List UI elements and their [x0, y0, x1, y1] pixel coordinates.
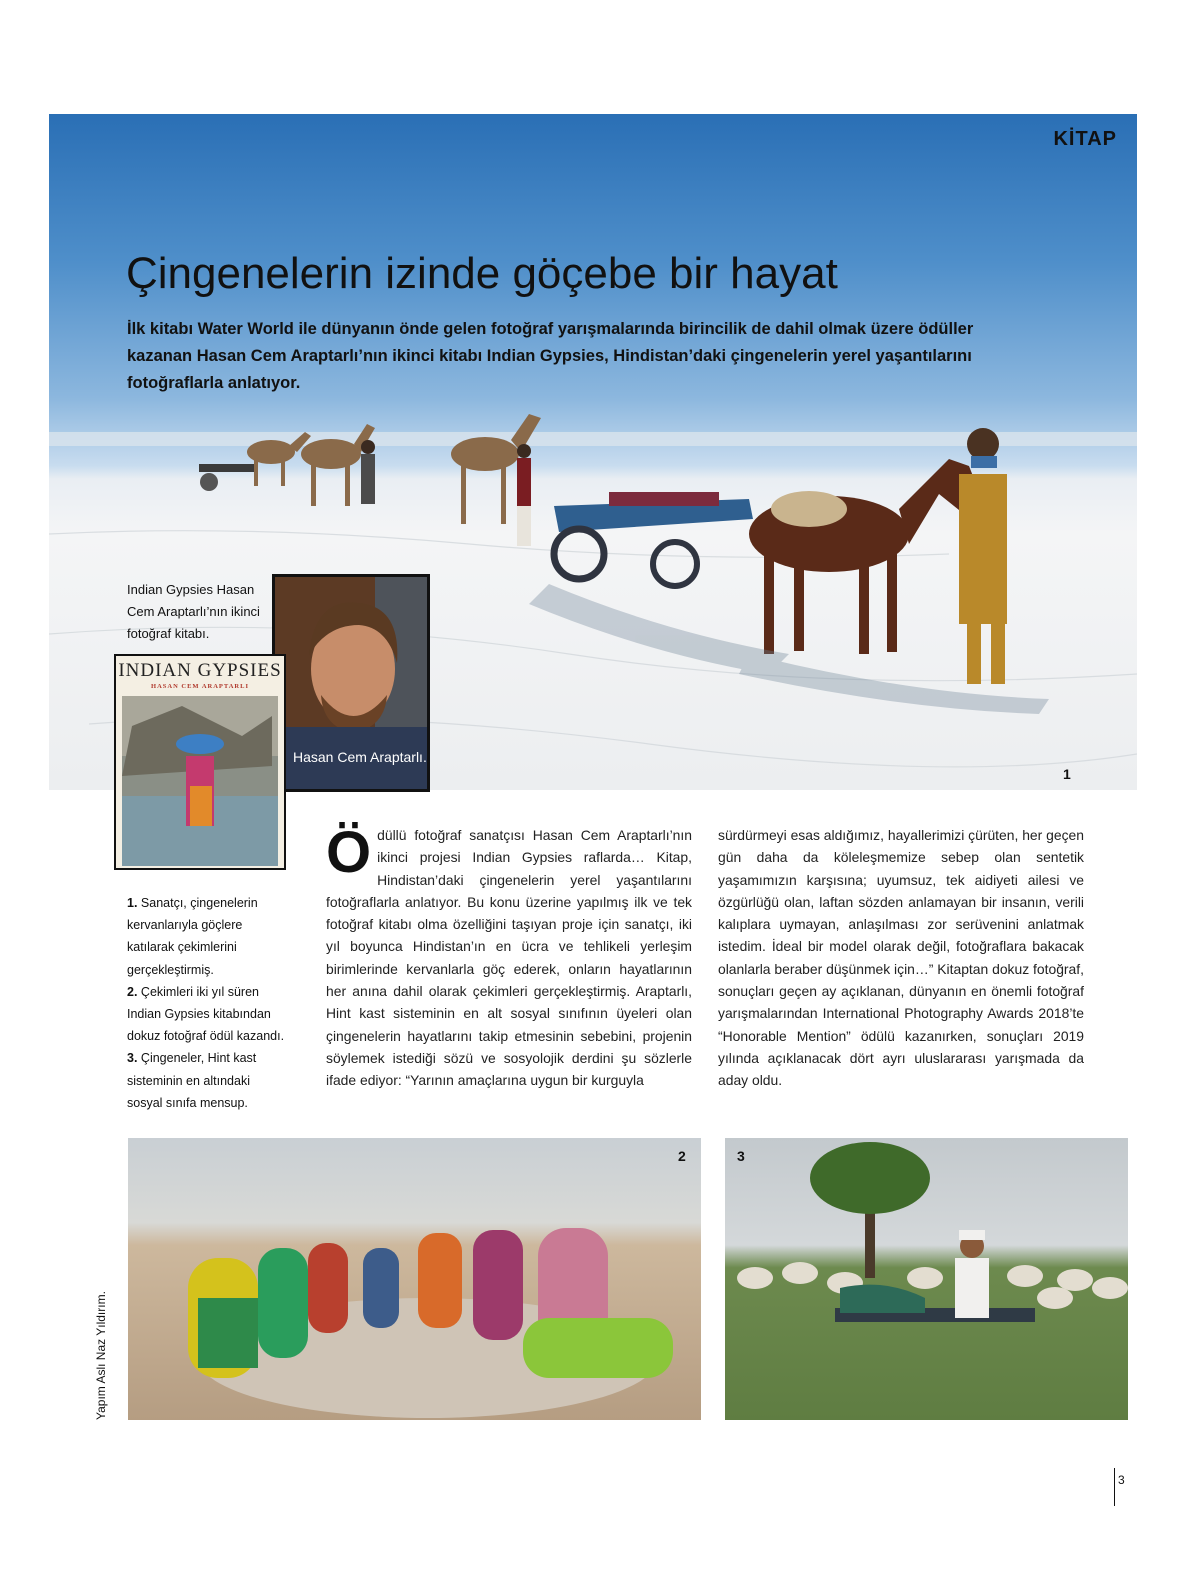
photo-number-3: 3 — [737, 1148, 745, 1164]
production-credit: Yapım Aslı Naz Yıldırım. — [94, 1291, 108, 1420]
photo-captions — [127, 892, 287, 1114]
body-text-1: düllü fotoğraf sanatçısı Hasan Cem Araptarlı’nın ikinci projesi Indian Gypsies raflarda… Kitap, Hindistan’daki çingenelerin yerel yaşantılarını fotoğraflarla anlatıyor. Bu konu üzerine yapılmış ilk ve tek fotoğraf kitabı olma özelliğini taşıyan proje için sanatçı, iki yıl boyunca Hindistan’ın en ücra ve tehlikeli yerleşim birimlerinde kervanlarla göç ederek, onların hayatlarının her anına dahil olarak çekimleri gerçekleştirmiş. Araptarlı, Hint kast sisteminin en alt sosyal sınıfının üyeleri olan çingenelerin hayatlarını takip etmesinin sebebini, projenin söylemek istediği sözü ve sosyolojik derdini şu sözlerle ifade ediyor: “Yarının amaçlarına uygun bir kurguyla — [326, 827, 692, 1089]
book-caption: Indian Gypsies Hasan Cem Araptarlı’nın ikinci fotoğraf kitabı. — [127, 582, 260, 641]
caption-text: Çingeneler, Hint kast sisteminin en altındaki sosyal sınıfa mensup. — [127, 1051, 257, 1110]
photo-number-2: 2 — [678, 1148, 686, 1164]
headline: Çingenelerin izinde göçebe bir hayat — [126, 249, 838, 298]
shepherd-illustration — [725, 1138, 1128, 1420]
women-circle-illustration — [128, 1138, 701, 1420]
dropcap: Ö — [326, 820, 372, 885]
photo-number-1: 1 — [1063, 766, 1071, 782]
book-cover-illustration — [122, 696, 278, 866]
body-text-2: sürdürmeyi esas aldığımız, hayallerimizi çürüten, her geçen gün daha da köleleşmemize sebep olan sentetik yaşamımızın karşısına; uyumsuz, tek aidiyeti ailesi ve özgürlüğü olan, laftan sözden anlamayan bir insanın, verili kalıplara uymayan, anlaşılması zor serüvenini anlatmak istedim. İdeal bir model olarak değil, fotoğraflara bakacak olanlarla beraber düşünmek için…” Kitaptan dokuz fotoğraf, sonuçları geçen ay açıklanan, dünyanın en önemli fotoğraf yarışmalarından International Photography Awards 2018’te “Honorable Mention” ödülü kazanırken, sonuçları 2019 yılında açıklanacak dört ayrı uluslararası yarışmada da aday oldu. — [718, 827, 1084, 1089]
book-cover — [114, 654, 286, 870]
page-number: 3 — [1118, 1473, 1125, 1487]
caption-text: Çekimleri iki yıl süren Indian Gypsies kitabından dokuz fotoğraf ödül kazandı. — [127, 984, 285, 1044]
caption-item — [127, 1047, 287, 1114]
caption-item — [127, 981, 287, 1048]
body-column-2 — [718, 824, 1084, 1092]
body-column-1 — [326, 820, 692, 1092]
section-tag: KİTAP — [1053, 128, 1117, 150]
book-cover-title: INDIAN GYPSIES — [118, 660, 282, 681]
photo-women-circle — [128, 1138, 701, 1420]
caption-item — [127, 892, 287, 981]
author-caption: Hasan Cem Araptarlı. — [293, 749, 427, 765]
page-number-rule — [1114, 1468, 1115, 1506]
caption-number: 1. — [127, 896, 138, 910]
lede: İlk kitabı Water World ile dünyanın önde gelen fotoğraf yarışmalarında birincilik de dahil olmak üzere ödüller kazanan Hasan Cem Araptarlı’nın ikinci kitabı Indian Gypsies, Hindistan’daki çingenelerin yerel yaşantılarını fotoğraflarla anlatıyor. — [127, 320, 974, 392]
caption-number: 2. — [127, 984, 138, 999]
author-portrait — [272, 574, 430, 792]
book-cover-author: HASAN CEM ARAPTARLI — [151, 683, 249, 690]
caption-text: Sanatçı, çingenelerin kervanlarıyla göçlere katılarak çekimlerini gerçekleştirmiş. — [127, 896, 258, 977]
photo-shepherd — [725, 1138, 1128, 1420]
caption-number: 3. — [127, 1051, 138, 1066]
